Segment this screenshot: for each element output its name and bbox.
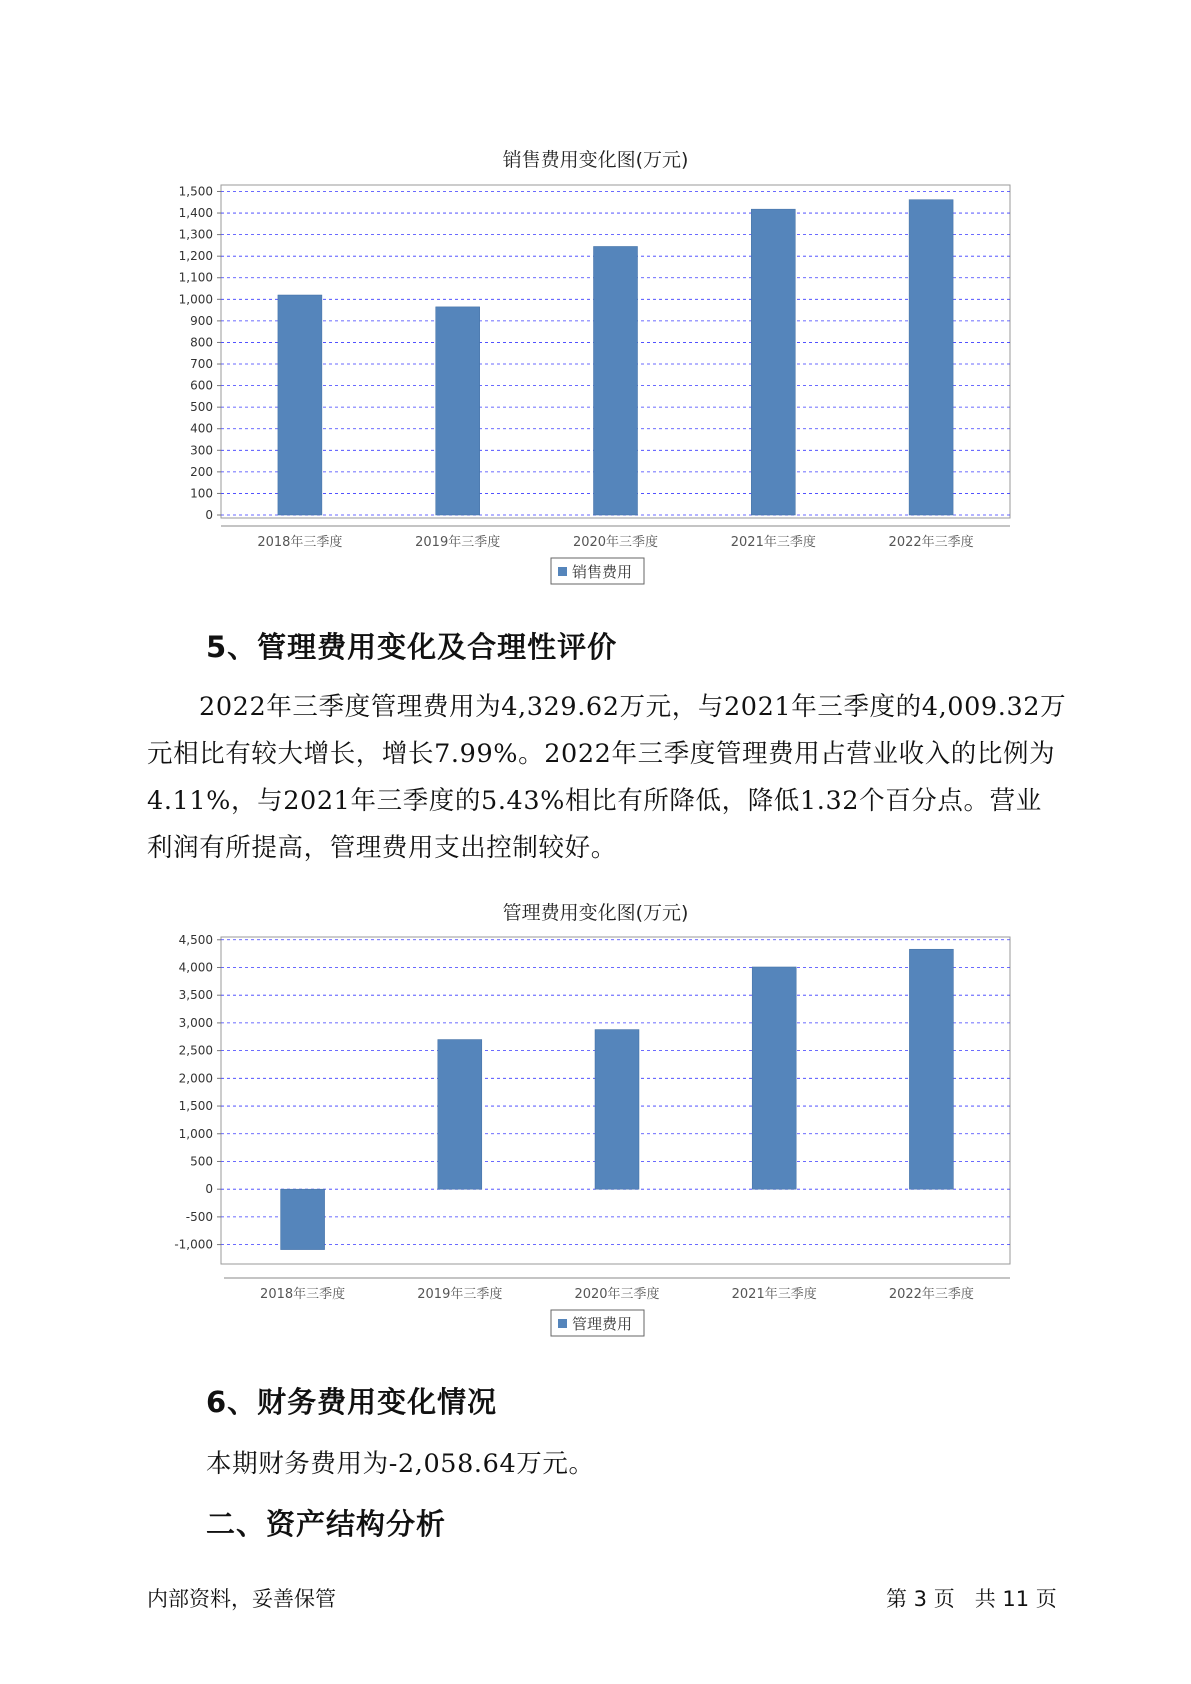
y-tick-label: 200	[190, 464, 213, 479]
y-tick-label: -1,000	[174, 1237, 213, 1252]
y-tick-label: 500	[190, 1154, 213, 1169]
bar	[281, 1189, 325, 1249]
y-tick-label: 1,100	[178, 270, 213, 285]
section-two-heading: 二、资产结构分析	[206, 1507, 447, 1541]
y-tick-label: 2,000	[178, 1071, 213, 1086]
x-tick-label: 2019年三季度	[417, 1287, 503, 1302]
y-tick-label: 0	[205, 508, 213, 522]
y-tick-label: 1,000	[178, 292, 213, 307]
y-tick-label: 1,500	[178, 184, 213, 199]
y-tick-label: 1,300	[178, 227, 213, 242]
y-tick-label: 4,000	[178, 960, 213, 975]
x-tick-label: 2021年三季度	[731, 1287, 817, 1302]
y-tick-label: 900	[190, 313, 213, 328]
y-tick-label: 300	[190, 443, 213, 458]
bar	[909, 949, 953, 1189]
x-tick-label: 2019年三季度	[415, 535, 501, 550]
legend-swatch	[558, 1319, 567, 1328]
legend-label: 销售费用	[572, 563, 633, 581]
y-tick-label: 800	[190, 335, 213, 350]
x-tick-label: 2022年三季度	[888, 1287, 974, 1302]
x-tick-label: 2018年三季度	[257, 535, 343, 550]
y-tick-label: 2,500	[178, 1043, 213, 1058]
y-tick-label: -500	[185, 1209, 213, 1224]
section6-paragraph: 本期财务费用为-2,058.64万元。	[206, 1449, 595, 1479]
y-tick-label: 400	[190, 421, 213, 436]
footer-page-number: 第 3 页 共 11 页	[886, 1587, 1057, 1611]
y-tick-label: 1,500	[178, 1099, 213, 1114]
y-tick-label: 1,000	[178, 1126, 213, 1141]
x-tick-label: 2022年三季度	[888, 535, 974, 550]
y-tick-label: 3,000	[178, 1015, 213, 1030]
chart2-title: 管理费用变化图(万元)	[502, 902, 689, 924]
bar	[438, 1040, 482, 1190]
x-tick-label: 2018年三季度	[260, 1287, 346, 1302]
section5-heading: 5、管理费用变化及合理性评价	[206, 630, 618, 664]
y-tick-label: 0	[205, 1182, 213, 1197]
y-tick-label: 1,400	[178, 206, 213, 221]
y-tick-label: 3,500	[178, 988, 213, 1003]
y-tick-label: 100	[190, 486, 213, 501]
chart1-title: 销售费用变化图(万元)	[502, 149, 689, 171]
section6-heading: 6、财务费用变化情况	[206, 1385, 498, 1419]
y-tick-label: 4,500	[178, 932, 213, 947]
y-tick-label: 1,200	[178, 249, 213, 264]
y-tick-label: 700	[190, 357, 213, 372]
section5-paragraph: 2022年三季度管理费用为4,329.62万元，与2021年三季度的4,009.32万元相比有较大增长，增长7.99%。2022年三季度管理费用占营业收入的比例为4.11%，与2021年三季度的5.43%相比有所降低，降低1.32个百分点。营业利润有所提高，管理费用支出控制较好。	[147, 692, 1067, 863]
x-tick-label: 2020年三季度	[572, 535, 659, 550]
legend	[551, 1310, 644, 1336]
bar	[595, 1030, 639, 1190]
x-tick-label: 2020年三季度	[574, 1287, 660, 1302]
bar	[752, 967, 796, 1189]
y-tick-label: 500	[190, 400, 213, 415]
y-tick-label: 600	[190, 378, 213, 393]
legend-label: 管理费用	[572, 1315, 633, 1333]
x-tick-label: 2021年三季度	[730, 535, 816, 550]
footer-notice: 内部资料，妥善保管	[147, 1587, 336, 1611]
